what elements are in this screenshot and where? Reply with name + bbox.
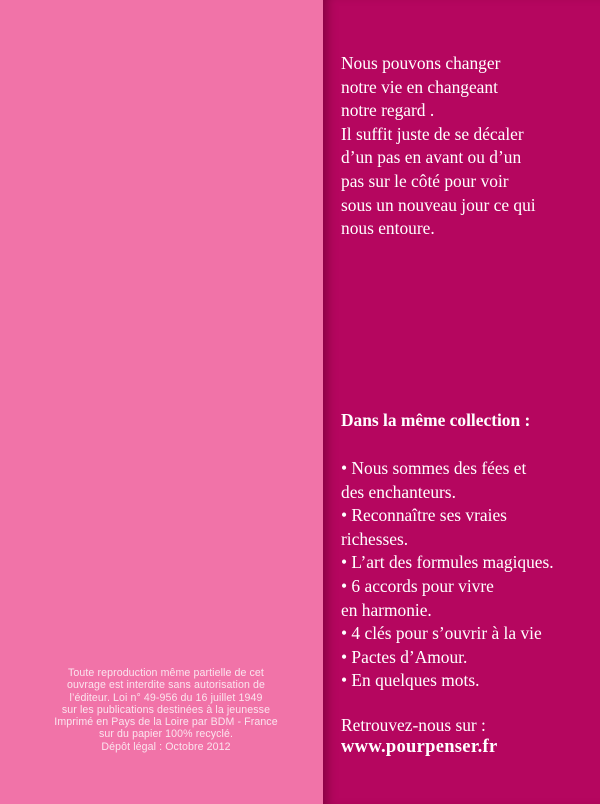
collection-item: des enchanteurs.: [341, 481, 456, 502]
legal-line: sur du papier 100% recyclé.: [98, 728, 233, 741]
intro-line: sous un nouveau jour ce qui: [341, 194, 536, 215]
collection-item: • Reconnaître ses vraies: [341, 505, 507, 526]
intro-line: d’un pas en avant ou d’un: [341, 147, 522, 168]
legal-line: sur les publications destinées à la jeunesse: [61, 703, 271, 716]
collection-item: • L’art des formules magiques.: [341, 552, 554, 573]
intro-line: Nous pouvons changer: [341, 53, 501, 73]
collection-list: [341, 457, 554, 693]
legal-notice: [40, 667, 292, 753]
legal-line: Toute reproduction même partielle de cet: [68, 667, 264, 679]
intro-line: Il suffit juste de se décaler: [341, 123, 524, 144]
intro-line: nous entoure.: [341, 218, 435, 239]
legal-line: Dépôt légal : Octobre 2012: [101, 740, 231, 753]
collection-title: Dans la même collection :: [341, 410, 531, 430]
collection-item: en harmonie.: [341, 599, 432, 620]
collection-item: • Nous sommes des fées et: [341, 458, 527, 478]
intro-line: notre vie en changeant: [341, 76, 498, 97]
legal-line: ouvrage est interdite sans autorisation de: [67, 679, 265, 692]
collection-item: richesses.: [341, 528, 409, 549]
collection-item: • 4 clés pour s’ouvrir à la vie: [341, 623, 542, 644]
legal-line: Imprimé en Pays de la Loire par BDM - France: [54, 716, 278, 729]
collection-item: • 6 accords pour vivre: [341, 575, 494, 596]
collection-item: • Pactes d’Amour.: [341, 646, 468, 667]
intro-line: pas sur le côté pour voir: [341, 170, 509, 191]
website-link[interactable]: www.pourpenser.fr: [341, 737, 498, 757]
legal-line: l’éditeur. Loi n° 49-956 du 16 juillet 1949: [69, 691, 263, 704]
find-us-label: Retrouvez-nous sur :: [341, 715, 486, 735]
collection-item: • En quelques mots.: [341, 670, 480, 691]
intro-line: notre regard .: [341, 100, 435, 121]
intro-text: [341, 52, 536, 241]
